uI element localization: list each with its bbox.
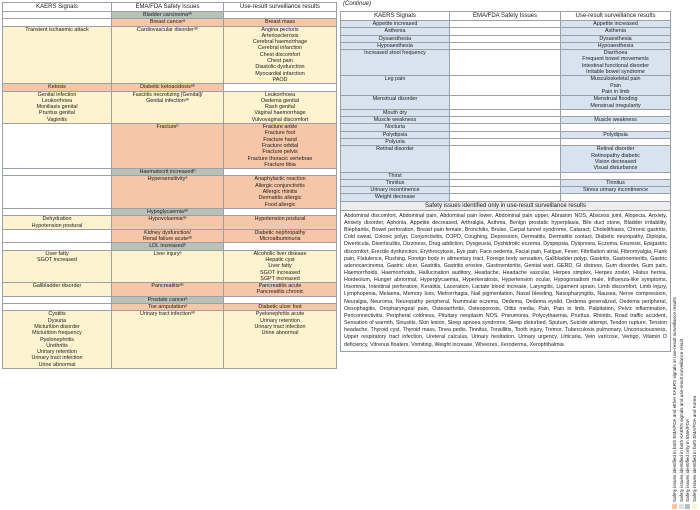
ema-cell bbox=[450, 117, 561, 124]
table-row bbox=[341, 42, 671, 49]
right-header-ema: EMA/FDA Safety Issues bbox=[450, 12, 561, 21]
use-result-cell bbox=[224, 243, 337, 250]
use-result-cell bbox=[561, 139, 671, 146]
use-result-cell: Alcoholic liver disease Hepatic cyst Liver fatty SGOT increased SGPT increased bbox=[224, 250, 337, 282]
kaers-cell bbox=[3, 304, 112, 311]
table-row bbox=[341, 131, 671, 138]
kaers-cell: Menstrual disorder bbox=[341, 96, 450, 110]
table-row bbox=[341, 21, 671, 28]
kaers-cell: Muscle weakness bbox=[341, 117, 450, 124]
kaers-cell: Genital infection Leukorrhoea Moniliasis genital Pruritus genital Vaginitis bbox=[3, 91, 112, 123]
ema-cell: Fractureᵇ bbox=[112, 124, 224, 169]
ema-cell: Cardiovascular disorderᵃᵇ bbox=[112, 26, 224, 84]
table-row bbox=[3, 26, 337, 84]
table-row bbox=[3, 243, 337, 250]
ema-cell bbox=[450, 146, 561, 172]
use-result-cell: Hypotension postural bbox=[224, 216, 337, 230]
legend bbox=[672, 3, 698, 508]
legend-swatch bbox=[679, 504, 684, 509]
ema-cell bbox=[450, 194, 561, 201]
table-row bbox=[3, 169, 337, 176]
use-result-cell: Dysaesthesia bbox=[561, 35, 671, 42]
ema-cell: Diabetic ketoacidosisᵃᵇ bbox=[112, 84, 224, 91]
ema-cell: Bladder carcinomaᵃᵇ bbox=[112, 12, 224, 19]
kaers-cell: Polyuria bbox=[341, 139, 450, 146]
legend-label: Safety issues identified in both EMA/FDA and Korea bbox=[691, 396, 697, 502]
use-result-cell bbox=[561, 194, 671, 201]
legend-swatch bbox=[685, 504, 690, 509]
ema-cell: Liver injuryᵃ bbox=[112, 250, 224, 282]
table-row bbox=[3, 19, 337, 26]
ema-cell: Haematocrit increasedᵇ bbox=[112, 169, 224, 176]
ema-cell: Fasciitis necrotizing [Genital]/ Genital infectionᵃᵇ bbox=[112, 91, 224, 123]
kaers-cell: Cystitis Dysuria Micturition disorder Micturition frequency Pyelonephritis Urethritis Urinary retention Urinary tract infection Urine abnormal bbox=[3, 311, 112, 369]
right-header-use-result: Use-result surveillance results bbox=[561, 12, 671, 21]
ema-cell bbox=[450, 28, 561, 35]
use-result-cell: Appetite increased bbox=[561, 21, 671, 28]
kaers-cell: Dysaesthesia bbox=[341, 35, 450, 42]
use-result-cell: Hypoaesthesia bbox=[561, 42, 671, 49]
use-result-cell: Diabetic ulcer foot bbox=[224, 304, 337, 311]
kaers-cell: Weight decrease bbox=[341, 194, 450, 201]
kaers-cell bbox=[3, 12, 112, 19]
table-row bbox=[3, 91, 337, 123]
ema-cell: Toe amputationᵃ bbox=[112, 304, 224, 311]
ema-cell: Urinary tract infectionᵃᵇ bbox=[112, 311, 224, 369]
table-row bbox=[341, 172, 671, 179]
table-row bbox=[341, 187, 671, 194]
ema-cell bbox=[450, 35, 561, 42]
kaers-cell: Hypoaesthesia bbox=[341, 42, 450, 49]
kaers-cell: Appetite increased bbox=[341, 21, 450, 28]
use-result-cell: Breast mass bbox=[224, 19, 337, 26]
use-result-cell: Tinnitus bbox=[561, 179, 671, 186]
left-safety-table bbox=[2, 2, 337, 369]
kaers-cell: Thirst bbox=[341, 172, 450, 179]
right-safety-table bbox=[340, 11, 671, 352]
use-result-cell: Angina pectoris Arteriosclerosis Cerebral haemorrhage Cerebral infarction Chest discomfort Chest pain Diastolic dysfunction Myocardial infarction PAOD bbox=[224, 26, 337, 84]
table-row bbox=[341, 146, 671, 172]
table-row bbox=[341, 117, 671, 124]
use-result-cell: Anaphylactic reaction Allergic conjunctivitis Allergic rhinitis Dermatitis allergic Food allergic bbox=[224, 176, 337, 208]
ema-cell bbox=[450, 179, 561, 186]
legend-swatch bbox=[672, 504, 677, 509]
ema-cell: Hypersensitivityᵃ bbox=[112, 176, 224, 208]
use-result-cell: Stress urinary incontinence bbox=[561, 187, 671, 194]
left-table-body bbox=[3, 12, 337, 369]
use-result-cell bbox=[561, 124, 671, 131]
use-result-cell: Leukorrhoea Oedema genital Rash genital Vaginal haemorrhage Vulvovaginal discomfort bbox=[224, 91, 337, 123]
kaers-cell: Polydipsia bbox=[341, 131, 450, 138]
table-row bbox=[3, 311, 337, 369]
only-use-result-header: Safety issues identified only in use-result surveillance results bbox=[341, 201, 671, 210]
kaers-cell: Mouth dry bbox=[341, 109, 450, 116]
ema-cell bbox=[450, 172, 561, 179]
ema-cell bbox=[450, 187, 561, 194]
table-row bbox=[3, 84, 337, 91]
ema-cell: Breast cancerᵃ bbox=[112, 19, 224, 26]
table-row bbox=[3, 12, 337, 19]
table-row bbox=[341, 76, 671, 96]
table-row bbox=[3, 296, 337, 303]
table-row bbox=[341, 50, 671, 76]
table-row bbox=[341, 35, 671, 42]
ema-cell bbox=[450, 109, 561, 116]
kaers-cell bbox=[3, 169, 112, 176]
use-result-cell: Retinal disorder Retinopathy diabetic Vision decreased Visual disturbance bbox=[561, 146, 671, 172]
ema-cell: Prostate cancerᵃ bbox=[112, 296, 224, 303]
use-result-cell: Diabetic nephropathy Microalbuminuria bbox=[224, 229, 337, 243]
use-result-cell: Fracture ankle Fracture foot Fracture hand Fracture orbital Fracture pelvis Fracture thoracic vertebrae Fracture tibia bbox=[224, 124, 337, 169]
use-result-cell bbox=[224, 208, 337, 215]
use-result-cell bbox=[224, 169, 337, 176]
ema-cell bbox=[450, 131, 561, 138]
table-row bbox=[3, 250, 337, 282]
use-result-cell bbox=[224, 12, 337, 19]
ema-cell bbox=[450, 139, 561, 146]
kaers-cell: Leg pain bbox=[341, 76, 450, 96]
legend-swatch bbox=[692, 504, 697, 509]
table-row bbox=[341, 124, 671, 131]
kaers-cell bbox=[3, 176, 112, 208]
use-result-cell: Menstrual flooding Menstrual irregularity bbox=[561, 96, 671, 110]
ema-cell bbox=[450, 124, 561, 131]
kaers-cell: Nocturia bbox=[341, 124, 450, 131]
kaers-cell: Asthenia bbox=[341, 28, 450, 35]
table-row bbox=[3, 229, 337, 243]
kaers-cell: Transient ischaemic attack bbox=[3, 26, 112, 84]
table-row bbox=[3, 124, 337, 169]
kaers-cell bbox=[3, 229, 112, 243]
table-row bbox=[341, 109, 671, 116]
kaers-cell: Dehydration Hypotension postural bbox=[3, 216, 112, 230]
use-result-cell: Musculoskeletal pain Pain Pain in limb bbox=[561, 76, 671, 96]
right-table-body bbox=[341, 21, 671, 202]
ema-cell: Kidney dysfunction/ Renal failure acuteᵃᵇ bbox=[112, 229, 224, 243]
kaers-cell: Ketosis bbox=[3, 84, 112, 91]
kaers-cell: Increased stool frequency bbox=[341, 50, 450, 76]
table-row bbox=[3, 304, 337, 311]
use-result-cell: Muscle weakness bbox=[561, 117, 671, 124]
use-result-cell bbox=[224, 84, 337, 91]
ema-cell bbox=[450, 76, 561, 96]
use-result-cell: Pancreatitis acute Pancreatitis chronic bbox=[224, 283, 337, 297]
table-row bbox=[341, 96, 671, 110]
kaers-cell bbox=[3, 19, 112, 26]
use-result-cell: Diarrhoea Frequent bowel movements Intestinal functional disorder Irritable bowel syndrome bbox=[561, 50, 671, 76]
kaers-cell bbox=[3, 243, 112, 250]
only-use-result-list: Abdominal discomfort, Abdominal pain, Abdominal pain lower, Abdominal pain upper, Abrasion NOS, Abscess joint, Alopecia, Anxiety, Anxiety disorder, Aphonia, Appetite decreased, Arthralgia, Asthma, Benign prostatic hyperplasia, Bile duct stone, Bladder irritability, Blepharitis, Bowel perforation, Breast pain female, Bronchitis, Bruise, Carpal tunnel syndrome, Cataract, Cholelithiasis, Chronic gastritis, Cold sweat, Colonic polyp, Conjunctivitis, COPD, Coughing, Depression, Dermatitis, Dermatitis contact, Diabetic neuropathy, Diplopia, Diverticula, Diverticulitis, Dizziness, Drug addiction, Dysgeusia, Dyshidrotic eczema, Dyspepsia, Dyspnoea, Eczema, Enuresis, Epigastric discomfort, Erectile dysfunction, Erythrocytosis, Eye pain, Face oedema, Facial pain, Fatigue, Fever, Fibrillation atrial, Fibromyalgia, Flank pain, Flatulence, Flushing, Foreign body in alimentary tract, Foreign body sensation, Gallbladder polyp, Gastritis, Gastroenteritis, Gastric adenocarcinoma, Gastric ulcer, Gastritis, Gastritis erosive, Gastroenteritis, Genital wart, GERD, GI distress, Gum disorder, Gum pain, Haemorrhoids, Haemorrhoids, Hallucination auditory, Headache, Headache vascular, Herpes simplex, Herpes zoster, Hiatus hernia, Hordeolum, Hunger abnormal, Hyperglycaemia, Hyperkeratosis, Hypertension ocular, Hypogonadism male, Influenza-like symptoms, Insomnia, Intestinal perforation, Keratitis, Laceration, Lactate blood increase, Laryngitis, Ligament sprain, Limb discomfort, Limb injury, Lymphopenia, Melaena, Memory loss, Metrorrhagia, Nail pigmentation, Nasal bleeding, Nasopharyngitis, Nausea, Nerve compression, Neuralgia, Neuroma, Neuropathy peripheral, Nummular eczema, Oedema, Oedema eyelid, Oedema generalized, Oedema peripheral, Oesophagitis, Oropharyngeal pain, Osteoarthritis, Osteoporosis, Otitis media, Pain, Pain in limb, Palpitation, Pelvic inflammation, Periconnectivitis, Peripheral coldness, Pituitary neoplasm NOS, Pneumonia, Polycythaemia, Pruritus, Rhinitis, Road traffic accident, Sensation of warmth, Sinusitis, Skin lesion, Sleep apnoea syndrome, Sleep disturbed, Sputum, Suicide attempt, Tendon rupture, Tension headache, Thyroid cyst, Thyroid mass, Tinea pedis, Tinnitus, Tonsillitis, Tooth injury, Tremor, Tuberculosis pulmonary, Unconsciousness, Upper respiratory tract infection, Ureteral calculus, Urinary hesitation, Urinary urgency, Urticaria, Vein varicose, Vertigo, Vitamin D deficiency, Vitreous floaters, Vomiting, Weight increase, Wheezes, Xeroderma, Xerophthalmia bbox=[341, 210, 671, 351]
kaers-cell: Retinal disorder bbox=[341, 146, 450, 172]
table-row bbox=[341, 28, 671, 35]
table-row bbox=[3, 283, 337, 297]
legend-label: Safety issues identified only in EMA/FDA bbox=[685, 418, 690, 502]
use-result-cell: Pyelonephritis acute Urinary retention Urinary tract infection Urine abnormal bbox=[224, 311, 337, 369]
table-row bbox=[341, 194, 671, 201]
legend-item bbox=[692, 3, 700, 508]
ema-cell: LDL increasedᵇ bbox=[112, 243, 224, 250]
ema-cell bbox=[450, 50, 561, 76]
kaers-cell bbox=[3, 124, 112, 169]
continue-label: (Continue) bbox=[343, 1, 372, 7]
use-result-cell: Polydipsia bbox=[561, 131, 671, 138]
table-row bbox=[341, 139, 671, 146]
table-row bbox=[3, 208, 337, 215]
ema-cell: Pancreatitisᵃᵇ bbox=[112, 283, 224, 297]
left-header-use-result: Use-result surveillance results bbox=[224, 3, 337, 12]
kaers-cell: Urinary incontinence bbox=[341, 187, 450, 194]
left-header-ema: EMA/FDA Safety Issues bbox=[112, 3, 224, 12]
ema-cell bbox=[450, 96, 561, 110]
ema-cell bbox=[450, 21, 561, 28]
table-row bbox=[341, 179, 671, 186]
ema-cell: Hypovolaemiaᵃᵇ bbox=[112, 216, 224, 230]
legend-label: Safety issues identified in both KAERS signals and use-result surveillance result bbox=[678, 339, 684, 502]
ema-cell: Hypoglycaemiaᵃᵇ bbox=[112, 208, 224, 215]
right-header-kaers: KAERS Signals bbox=[341, 12, 450, 21]
use-result-cell bbox=[224, 296, 337, 303]
table-row bbox=[3, 176, 337, 208]
kaers-cell bbox=[3, 208, 112, 215]
use-result-cell: Asthenia bbox=[561, 28, 671, 35]
use-result-cell bbox=[561, 172, 671, 179]
kaers-cell: Gallbladder disorder bbox=[3, 283, 112, 297]
ema-cell bbox=[450, 42, 561, 49]
legend-label: Safety issues identified in both EMA/FDA and either KAERS signals or use-result surveillance results bbox=[672, 297, 677, 502]
use-result-cell bbox=[561, 109, 671, 116]
table-row bbox=[3, 216, 337, 230]
kaers-cell bbox=[3, 296, 112, 303]
kaers-cell: Tinnitus bbox=[341, 179, 450, 186]
kaers-cell: Liver fatty SGOT increased bbox=[3, 250, 112, 282]
left-header-kaers: KAERS Signals bbox=[3, 3, 112, 12]
